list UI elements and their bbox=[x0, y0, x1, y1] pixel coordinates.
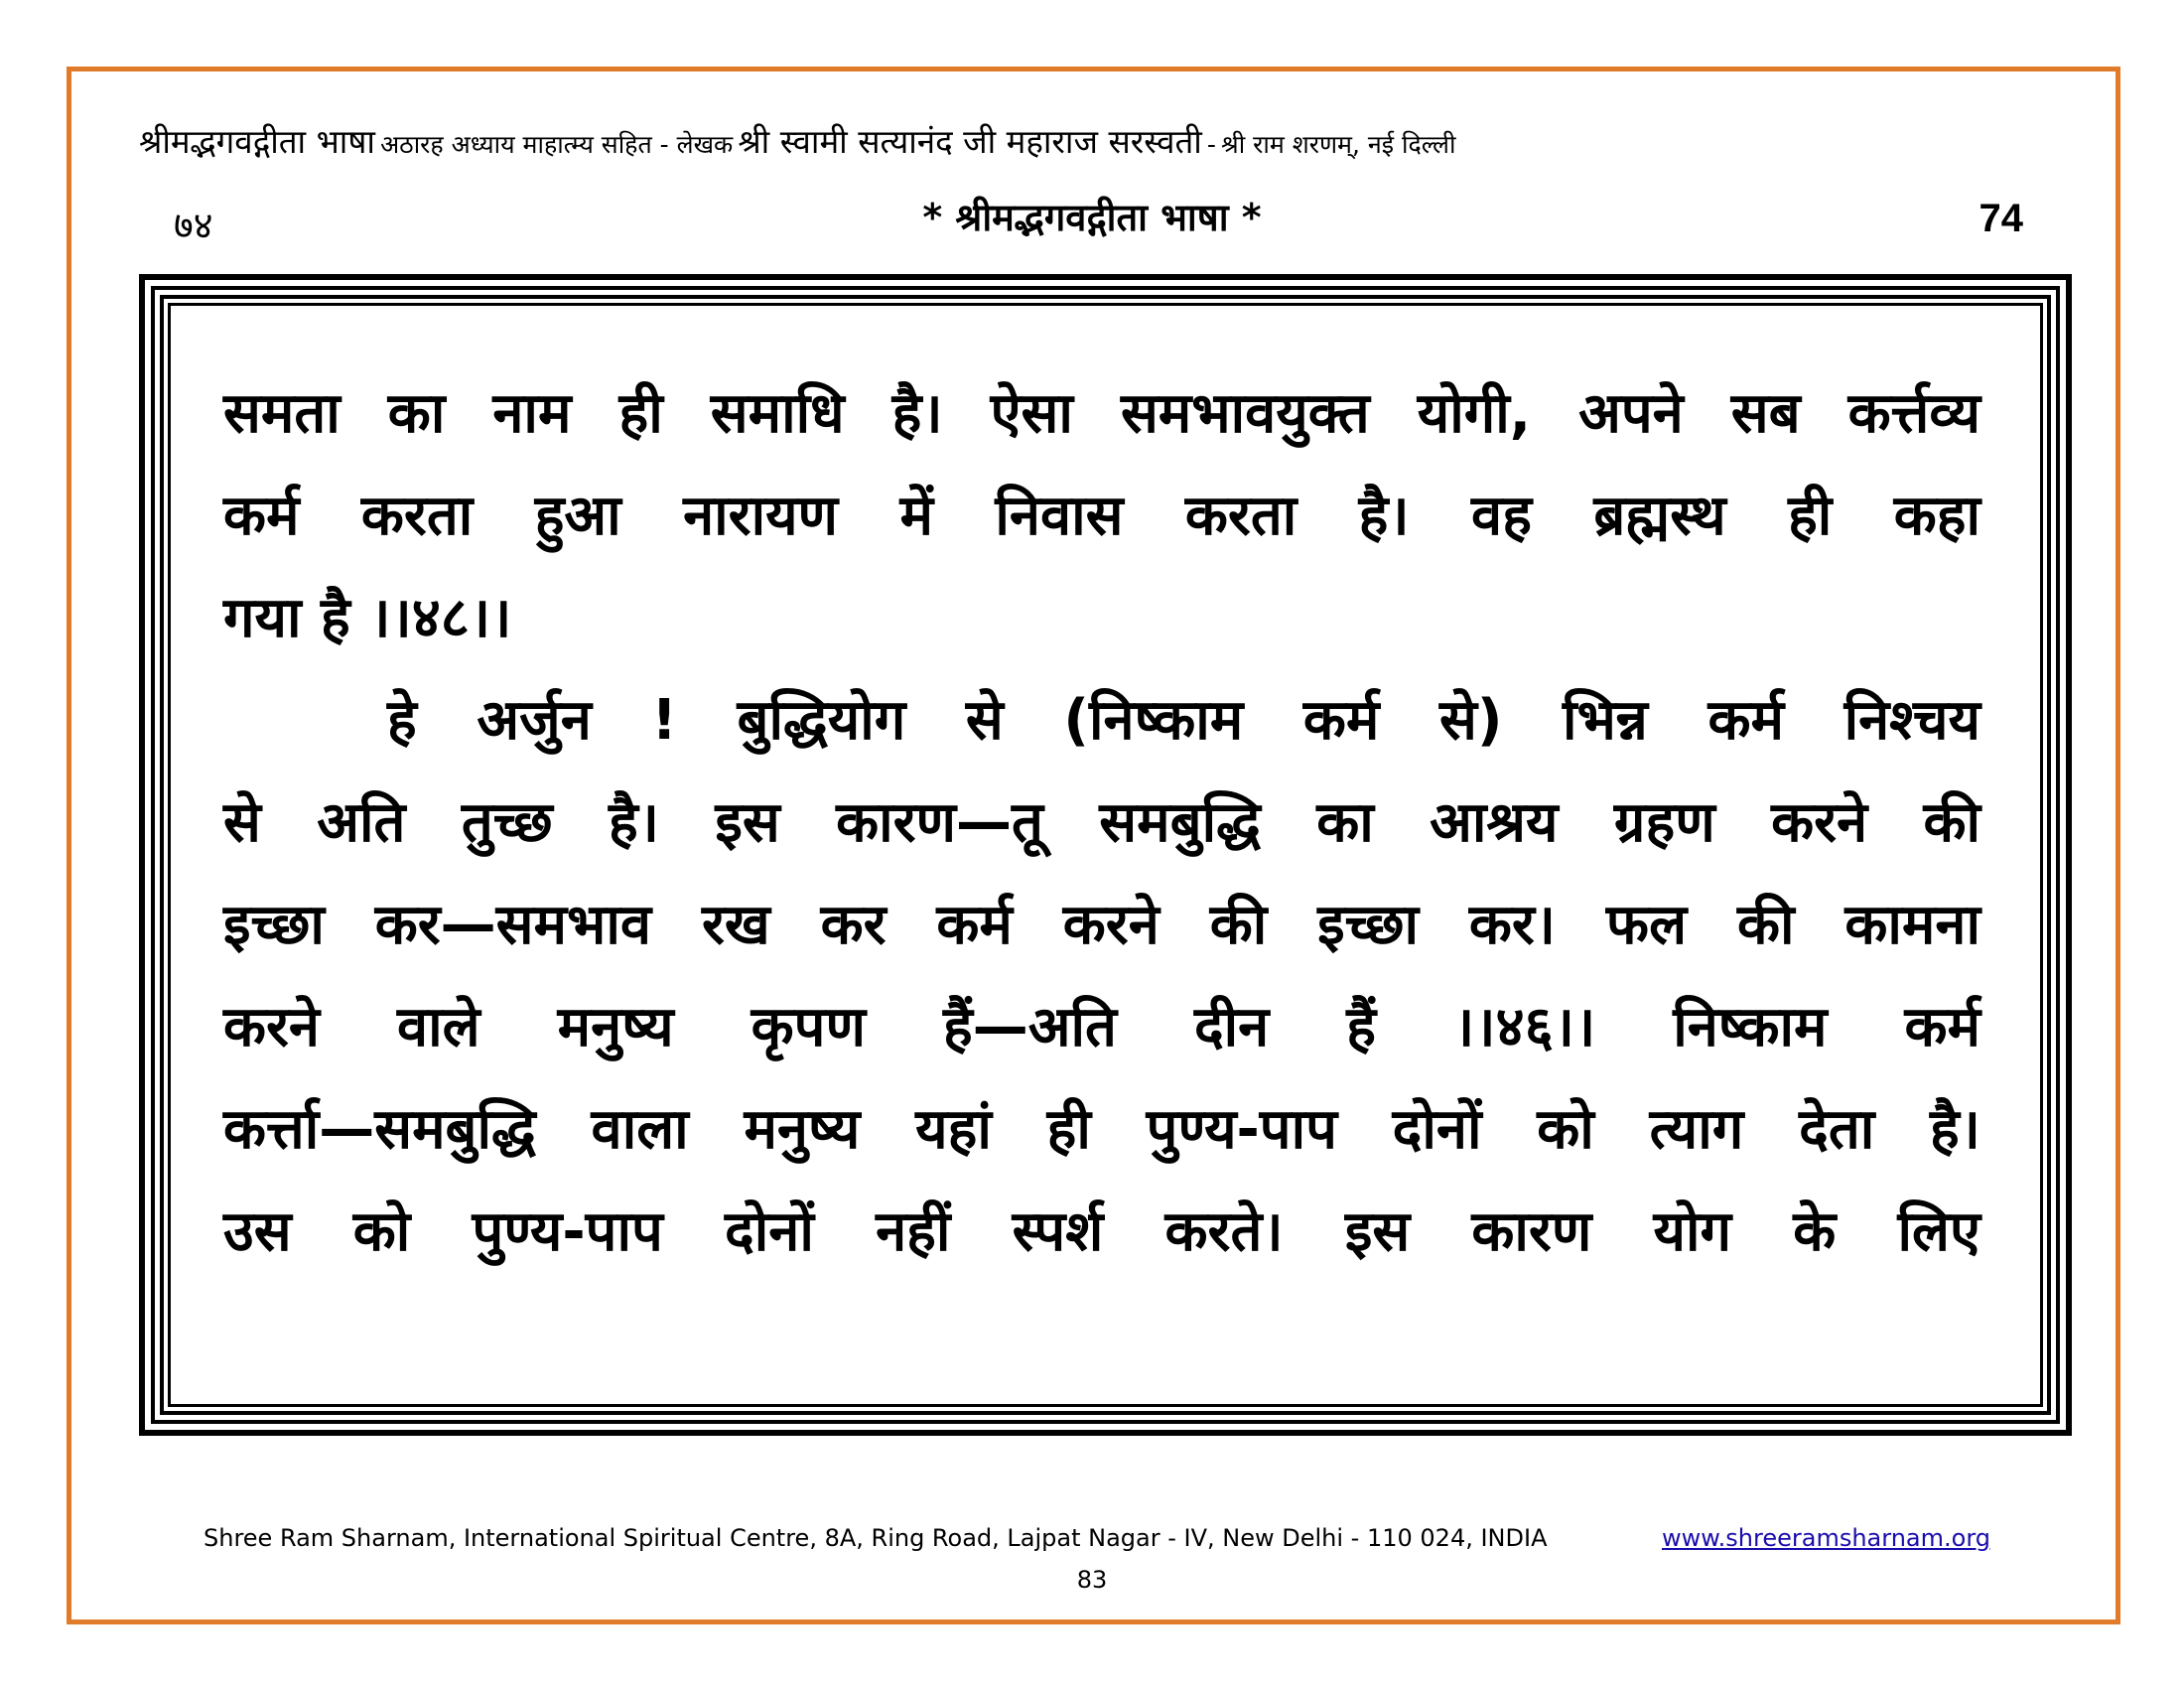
text-line: करने वाले मनुष्य कृपण हैं—अति दीन हैं ।।४६।। निष्काम कर्म bbox=[223, 995, 1980, 1059]
text-line: कर्त्ता—समबुद्धि वाला मनुष्य यहां ही पुण्य-पाप दोनों को त्याग देता है। bbox=[223, 1097, 1980, 1162]
text-line: से अति तुच्छ है। इस कारण—तू समबुद्धि का आश्रय ग्रहण करने की bbox=[223, 790, 1980, 855]
text-line: उस को पुण्य-पाप दोनों नहीं स्पर्श करते। इस कारण योग के लिए bbox=[223, 1199, 1980, 1264]
footer-page-number: 83 bbox=[1076, 1566, 1108, 1594]
text-line: समता का नाम ही समाधि है। ऐसा समभावयुक्त योगी, अपने सब कर्त्तव्य bbox=[223, 381, 1980, 446]
website-link[interactable]: www.shreeramsharnam.org bbox=[1661, 1524, 1990, 1552]
publisher-name: श्री राम शरणम्, नई दिल्ली bbox=[1221, 130, 1456, 159]
book-subtitle: अठारह अध्याय माहात्म्य सहित - लेखक bbox=[380, 130, 734, 159]
running-title: * श्रीमद्भगवद्गीता भाषा * bbox=[922, 196, 1262, 239]
text-line: इच्छा कर—समभाव रख कर कर्म करने की इच्छा कर। फल की कामना bbox=[223, 893, 1980, 957]
author-name: श्री स्वामी सत्यानंद जी महाराज सरस्वती bbox=[738, 122, 1202, 161]
book-title: श्रीमद्भगवद्गीता भाषा bbox=[139, 122, 375, 161]
text-line: गया है ।।४८।। bbox=[223, 586, 512, 650]
text-line: कर्म करता हुआ नारायण में निवास करता है। वह ब्रह्मस्थ ही कहा bbox=[223, 484, 1980, 548]
footer-address: Shree Ram Sharnam, International Spiritual Centre, 8A, Ring Road, Lajpat Nagar - IV, New Delhi - 110 024, INDIA bbox=[204, 1524, 1548, 1552]
header-separator: - bbox=[1206, 130, 1216, 159]
text-line: हे अर्जुन ! बुद्धियोग से (निष्काम कर्म से) भिन्न कर्म निश्चय bbox=[387, 688, 1980, 753]
verse-commentary bbox=[223, 362, 1980, 1283]
page-number-devanagari: ७४ bbox=[174, 204, 213, 247]
page-number-latin: 74 bbox=[1979, 197, 2023, 240]
book-header bbox=[139, 117, 2060, 173]
